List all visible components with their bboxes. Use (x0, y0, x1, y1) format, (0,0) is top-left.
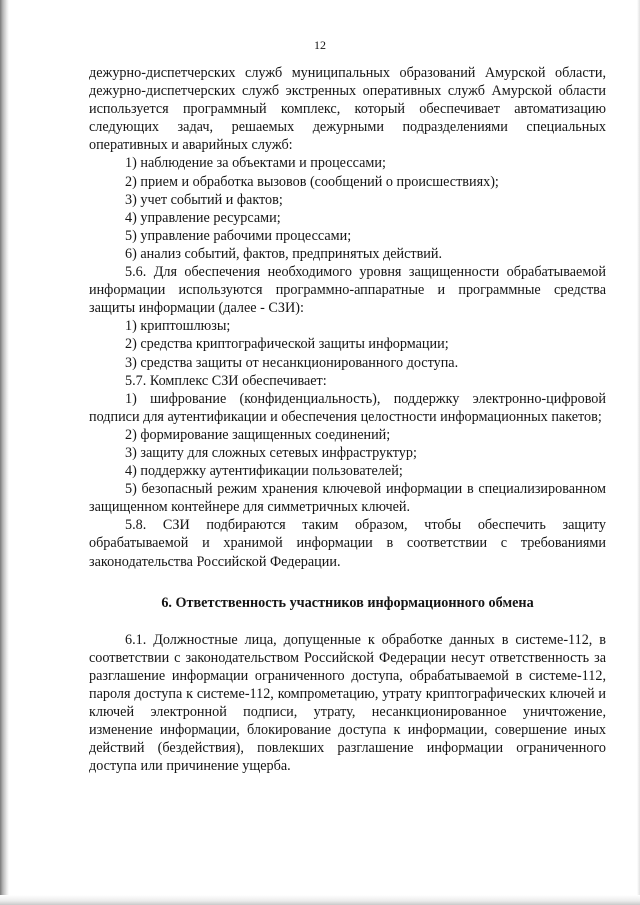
list-item: 6) анализ событий, фактов, предпринятых действий. (125, 245, 443, 262)
list-item: 1) шифрование (конфиденциальность), поддержку электронно-цифровой подписи для аутентификации и обеспечения целостности информационных пакетов; (89, 390, 606, 425)
paragraph-5-6: 5.6. Для обеспечения необходимого уровня защищенности обрабатываемой информации используются программно-аппаратные и программные средства защиты информации (далее - СЗИ): (89, 264, 606, 317)
list-item: 4) поддержку аутентификации пользователей; (125, 463, 403, 480)
paragraph-5-7: 5.7. Комплекс СЗИ обеспечивает: (125, 372, 327, 389)
section-heading: 6. Ответственность участников информационного обмена (161, 594, 534, 611)
paragraph-6-1: 6.1. Должностные лица, допущенные к обработке данных в системе-112, в соответствии с законодательством Российской Федерации несут ответственность за разглашение информации ограниченного доступа, обрабатываемой в системе-112, пароля доступа к системе-112, компрометацию, утрату криптографических ключей и ключей электронной подписи, утрату, несанкционированное уничтожение, изменение информации, блокирование доступа к информации, совершение иных действий (бездействия), повлекших разглашение информации ограниченного доступа или причинение ущерба. (89, 631, 606, 775)
list-item: 5) управление рабочими процессами; (125, 227, 352, 244)
list-item: 2) формирование защищенных соединений; (125, 426, 391, 443)
document-body (89, 64, 606, 775)
list-item: 2) прием и обработка вызовов (сообщений о происшествиях); (125, 173, 499, 190)
list-item: 3) защиту для сложных сетевых инфраструктур; (125, 444, 417, 461)
list-item: 2) средства криптографической защиты информации; (125, 336, 449, 353)
list-item: 5) безопасный режим хранения ключевой информации в специализированном защищенном контейнере для симметричных ключей. (89, 481, 606, 516)
page-number: 12 (314, 38, 326, 52)
list-item: 1) криптошлюзы; (125, 318, 231, 335)
scan-shadow-left (0, 0, 9, 905)
paragraph-intro: дежурно-диспетчерских служб муниципальных образований Амурской области, дежурно-диспетчерских служб экстренных оперативных служб Амурской области используется программный комплекс, который обеспечивает автоматизацию следующих задач, решаемых дежурными подразделениями специальных оперативных и аварийных служб: (89, 65, 606, 154)
scan-shadow-bottom (0, 895, 640, 905)
list-item: 3) учет событий и фактов; (125, 191, 283, 208)
list-item: 1) наблюдение за объектами и процессами; (125, 155, 386, 172)
list-item: 4) управление ресурсами; (125, 209, 281, 226)
list-item: 3) средства защиты от несанкционированного доступа. (125, 354, 459, 371)
paragraph-5-8: 5.8. СЗИ подбираются таким образом, чтобы обеспечить защиту обрабатываемой и хранимой информации в соответствии с требованиями законодательства Российской Федерации. (89, 517, 606, 570)
